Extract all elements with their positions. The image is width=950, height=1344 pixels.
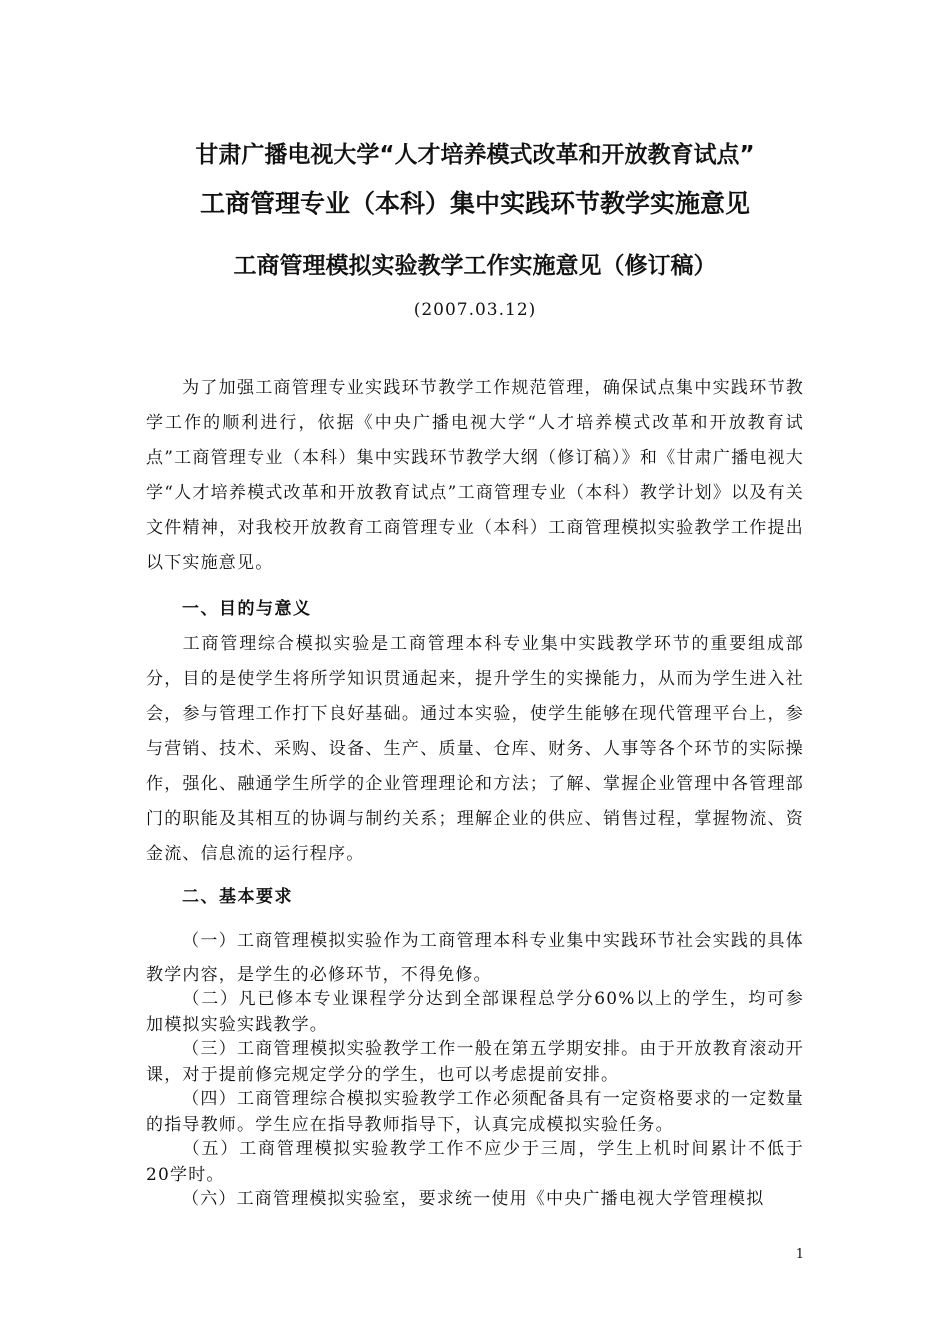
requirement-item bbox=[146, 1187, 804, 1213]
requirement-text: （五）工商管理模拟实验教学工作不应少于三周，学生上机时间累计不低于20学时。 bbox=[146, 1139, 804, 1185]
requirement-text: （三）工商管理模拟实验教学工作一般在第五学期安排。由于开放教育滚动开课，对于提前修完规定学分的学生，也可以考虑提前安排。 bbox=[146, 1039, 804, 1085]
requirement-text: （二）凡已修本专业课程学分达到全部课程总学分60%以上的学生，均可参加模拟实验实践教学。 bbox=[146, 989, 804, 1035]
intro-text: 为了加强工商管理专业实践环节教学工作规范管理，确保试点集中实践环节教学工作的顺利进行，依据《中央广播电视大学“人才培养模式改革和开放教育试点”工商管理专业（本科）集中实践环节教学大纲（修订稿）》和《甘肃广播电视大学“人才培养模式改革和开放教育试点”工商管理专业（本科）教学计划》以及有关文件精神，对我校开放教育工商管理专业（本科）工商管理模拟实验教学工作提出以下实施意见。 bbox=[146, 378, 804, 573]
requirement-text: （六）工商管理模拟实验室，要求统一使用《中央广播电视大学管理模拟 bbox=[182, 1189, 765, 1209]
document-subtitle: 工商管理模拟实验教学工作实施意见（修订稿） bbox=[233, 253, 717, 279]
document-date: (2007.03.12) bbox=[413, 300, 537, 320]
requirement-item bbox=[146, 1037, 804, 1088]
requirement-text: （一）工商管理模拟实验作为工商管理本科专业集中实践环节社会实践的具体教学内容，是学生的必修环节，不得免修。 bbox=[146, 931, 804, 985]
page-number: 1 bbox=[795, 1247, 804, 1262]
section-1-heading: 一、目的与意义 bbox=[182, 599, 312, 619]
requirement-text: （四）工商管理综合模拟实验教学工作必须配备具有一定资格要求的一定数量的指导教师。学生应在指导教师指导下，认真完成模拟实验任务。 bbox=[146, 1089, 804, 1135]
document-title-line-2: 工商管理专业（本科）集中实践环节教学实施意见 bbox=[199, 189, 750, 218]
requirement-item bbox=[146, 987, 804, 1038]
intro-paragraph bbox=[146, 371, 804, 581]
section-1-text: 工商管理综合模拟实验是工商管理本科专业集中实践教学环节的重要组成部分，目的是使学生将所学知识贯通起来，提升学生的实操能力，从而为学生进入社会，参与管理工作打下良好基础。通过本实验，使学生能够在现代管理平台上，参与营销、技术、采购、设备、生产、质量、仓库、财务、人事等各个环节的实际操作，强化、融通学生所学的企业管理理论和方法；了解、掌握企业管理中各管理部门的职能及其相互的协调与制约关系；理解企业的供应、销售过程，掌握物流、资金流、信息流的运行程序。 bbox=[146, 634, 804, 864]
requirement-item bbox=[146, 1137, 804, 1188]
section-2-heading: 二、基本要求 bbox=[182, 887, 293, 907]
requirement-item bbox=[146, 1087, 804, 1138]
requirement-item bbox=[146, 924, 804, 992]
document-title-line-1: 甘肃广播电视大学“人才培养模式改革和开放教育试点” bbox=[195, 142, 755, 168]
section-1-paragraph bbox=[146, 627, 804, 872]
